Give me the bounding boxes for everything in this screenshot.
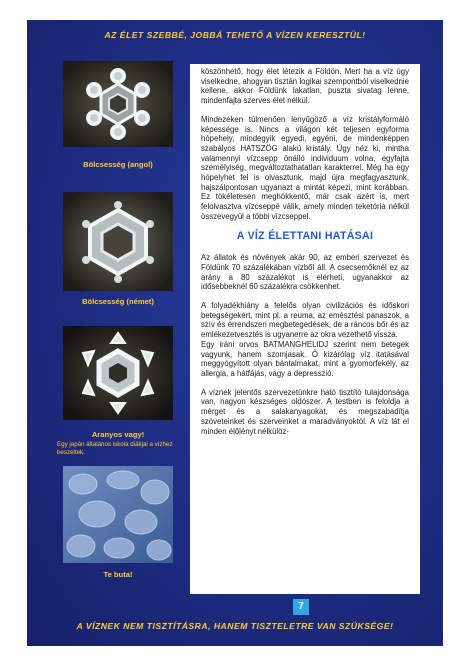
- article-text-box: [190, 64, 420, 594]
- crystal-photo-you-are-cute: [63, 326, 173, 420]
- caption-you-are-cute: Aranyos vagy!: [91, 430, 145, 439]
- page-number: 7: [293, 599, 309, 615]
- caption-wisdom-english: Bölcsesség (angol): [83, 160, 153, 169]
- page-header: AZ ÉLET SZEBBÉ, JOBBÁ TEHETŐ A VÍZEN KERESZTÜL!: [104, 30, 366, 40]
- crystal-photo-wisdom-german: [63, 192, 173, 291]
- article-paragraph: A folyadékhiány a felelős olyan civilizációs és időskori betegségekért, mint pl. a reuma, az emésztési panaszok, a szív és érrendszeri megbetegedések, de a ráncos bőr és az emlékezetvesztés is ugyanerre az okra vezethető vissza.: [201, 301, 409, 340]
- article-paragraph: Mindezeken túlmenően lenyűgöző a víz kristályformáló képessége is. Nincs a világon két teljesen egyforma hópehely, mindegyik egyedi, egyéni, de mindenképpen szabályos HATSZÖG alakú kristály. Úgy néz ki, mintha valamennyi vízcsepp önálló individuum volna, egyfajta személyiség, megváltoztathatatlan karakterrel. Még ha egy hópelyhet fel is olvasztunk, majd újra megfagyasztunk, hajszálpontosan ugyanazt a mintát képezi, mint korábban. Ez tökéletesen meghökkentő, már csak azért is, mert felolvasztva vízcseppé válik, amely minden teketória nélkül összevegyül a többi vízcseppel.: [201, 114, 409, 221]
- caption-note: Egy japán általános iskola diákjai a vízhez beszéltek.: [57, 441, 173, 456]
- caption-you-fool: Te buta!: [103, 570, 133, 579]
- article-heading: A VÍZ ÉLETTANI HATÁSAI: [236, 229, 374, 242]
- page-footer: A VÍZNEK NEM TISZTÍTÁSRA, HANEM TISZTELETRE VAN SZÜKSÉGE!: [76, 621, 394, 631]
- article-paragraph: köszönhető, hogy élet létezik a Földön. Mert ha a víz úgy viselkedne, ahogyan tisztán logikai szempontból viselkednie kellene, akkor Földünk lakatlan, puszta sivatag lenne, mindenfajta szerves élet nélkül.: [201, 67, 409, 106]
- crystal-photo-wisdom-english: [63, 61, 173, 147]
- article-paragraph: A víznek jelentős szervezetünkre ható tisztító tulajdonsága van, nagyon készséges oldószer. A testben is feloldja a mérget és a salakanyagokat, és megszabadítja szöveteinket és szerveinket a maradványoktól. A víz lát el minden élőlényt nélkülöz-: [201, 387, 409, 436]
- magazine-page: [27, 20, 443, 646]
- crystal-photo-you-fool: [63, 466, 173, 563]
- caption-wisdom-german: Bölcsesség (német): [82, 297, 154, 306]
- article-paragraph: Az állatok és növények akár 90, az emberi szervezet és Földünk 70 százalékában vízből áll. A csecsemőknél ez az arány a 80 százalékot is elérheti, ugyanakkor az idősebbeknél 60 százalékra csökkenhet.: [201, 253, 409, 292]
- article-paragraph: Egy iráni orvos BATMANGHELIDJ szerint nem betegek vagyunk, hanem szomjasak. Ő kizárólag víz itatásával meggyógyított olyan bántalmakat, mint a gyomorfekély, az allergia, a hátfájás, vagy a depresszió.: [201, 339, 409, 378]
